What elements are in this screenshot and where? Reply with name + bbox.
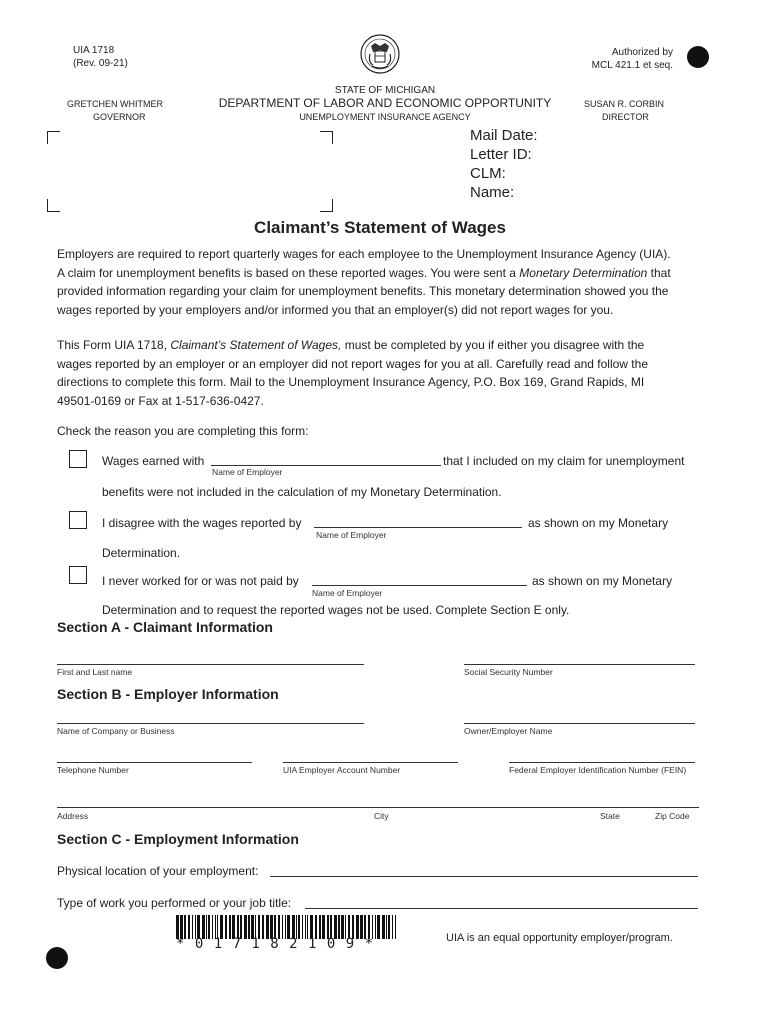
barcode-text: * 0 1 7 1 8 2 1 0 9 * [176,936,375,952]
job-title-field[interactable] [305,908,698,909]
department-name: DEPARTMENT OF LABOR AND ECONOMIC OPPORTUNITY [218,96,552,110]
barcode-bar [377,915,380,939]
equal-opportunity-statement: UIA is an equal opportunity employer/program. [446,932,673,944]
governor-title: GOVERNOR [93,112,146,122]
section-b-title: Section B - Employer Information [57,686,279,702]
form-title-term: Claimant’s Statement of Wages, [170,338,342,352]
reason-3-text-line-2: Determination and to request the reported wages not be used. Complete Section E only. [102,603,570,617]
clm-label: CLM: [470,165,506,182]
page-title: Claimant’s Statement of Wages [254,218,506,237]
reason-2-employer-field[interactable] [314,527,522,528]
reason-1-text-line-2: benefits were not included in the calculation of my Monetary Determination. [102,485,502,499]
reason-2-text-a: I disagree with the wages reported by [102,516,302,530]
city-caption: City [374,811,389,821]
letter-id-label: Letter ID: [470,146,532,163]
reason-checkbox-2[interactable] [69,511,87,529]
registration-mark-top [687,46,709,68]
intro-p2-line-1-text: This Form UIA 1718, [57,338,171,352]
authority-citation: MCL 421.1 et seq. [591,60,673,71]
job-title-label: Type of work you performed or your job title: [57,896,292,910]
mail-date-label: Mail Date: [470,127,538,144]
barcode-bar [382,915,385,939]
reason-checkbox-3[interactable] [69,566,87,584]
michigan-state-seal-icon [359,32,401,76]
claimant-name-caption: First and Last name [57,667,133,677]
claimant-name-field[interactable] [57,664,364,665]
intro-p2-line-1-end: must be completed by you if either you disagree with the [341,338,645,352]
form-revision: (Rev. 09-21) [73,58,128,69]
reason-3-text-a: I never worked for or was not paid by [102,574,299,588]
section-c-title: Section C - Employment Information [57,831,299,847]
intro-p2-line-3: directions to complete this form. Mail to the Unemployment Insurance Agency, P.O. Box 169, Grand Rapids, MI [57,375,645,389]
telephone-field[interactable] [57,762,252,763]
reason-2-employer-caption: Name of Employer [316,530,387,540]
address-corner-top-right [320,131,333,144]
reason-3-text-b: as shown on my Monetary [532,574,673,588]
ssn-caption: Social Security Number [464,667,553,677]
address-corner-top-left [47,131,60,144]
intro-p2-line-2: wages reported by an employer or an employer did not report wages for you at all. Carefully read and follow the [57,356,648,371]
address-caption: Address [57,811,89,821]
agency-name: UNEMPLOYMENT INSURANCE AGENCY [299,112,471,122]
employment-location-label: Physical location of your employment: [57,864,259,878]
monetary-determination-term: Monetary Determination [519,265,648,280]
reason-1-employer-field[interactable] [211,465,441,466]
name-label: Name: [470,184,515,201]
reason-1-text-a: Wages earned with [102,454,205,468]
intro-p1-line-3: provided information regarding your claim for unemployment benefits. This monetary determination showed you the [57,284,669,298]
section-a-title: Section A - Claimant Information [57,619,273,635]
intro-p1-line-1: Employers are required to report quarterly wages for each employee to the Unemployment Insurance Agency (UIA). [57,247,671,261]
reason-checkbox-1[interactable] [69,450,87,468]
reason-2-text-b: as shown on my Monetary [528,516,669,530]
employer-account-field[interactable] [283,762,458,763]
reason-1-employer-caption: Name of Employer [212,467,283,477]
telephone-caption: Telephone Number [57,765,129,775]
authorized-by: Authorized by [611,47,673,58]
governor-name: GRETCHEN WHITMER [67,99,163,109]
reason-prompt: Check the reason you are completing this form: [57,424,309,438]
reason-3-employer-field[interactable] [312,585,527,586]
zip-caption: Zip Code [655,811,690,821]
company-name-field[interactable] [57,723,364,724]
reason-1-text-b: that I included on my claim for unemployment [443,454,685,468]
registration-mark-bottom [46,947,68,969]
director-title: DIRECTOR [602,112,649,122]
barcode-bar [392,915,393,939]
company-name-caption: Name of Company or Business [57,726,175,736]
address-corner-bottom-left [47,199,60,212]
intro-p1-line-2-text: A claim for unemployment benefits is based on these reported wages. You were sent a [57,265,520,280]
state-caption: State [600,811,620,821]
fein-field[interactable] [509,762,695,763]
intro-p2-line-1 [57,336,717,355]
intro-p2-line-4: 49501-0169 or Fax at 1-517-636-0427. [57,393,264,408]
reason-3-employer-caption: Name of Employer [312,588,383,598]
employment-location-field[interactable] [270,876,698,877]
barcode-bar [395,915,396,939]
barcode-bar [386,915,387,939]
barcode-bar [388,915,390,939]
fein-caption: Federal Employer Identification Number (FEIN) [509,765,687,775]
barcode-bar [375,915,376,939]
form-id: UIA 1718 [73,45,115,56]
address-field[interactable] [57,807,699,808]
employer-account-caption: UIA Employer Account Number [283,765,401,775]
director-name: SUSAN R. CORBIN [584,99,665,109]
intro-p1-line-2 [57,264,717,283]
state-name: STATE OF MICHIGAN [334,85,436,96]
intro-p1-line-4: wages reported by your employers and/or informed you that an employer(s) did not report wages for you. [57,302,614,317]
owner-name-field[interactable] [464,723,695,724]
intro-paragraph-2 [57,336,717,410]
intro-paragraph-1 [57,245,717,319]
reason-2-text-line-2: Determination. [102,546,181,560]
intro-p1-line-2-end: that [647,265,671,280]
ssn-field[interactable] [464,664,695,665]
address-corner-bottom-right [320,199,333,212]
owner-name-caption: Owner/Employer Name [464,726,553,736]
